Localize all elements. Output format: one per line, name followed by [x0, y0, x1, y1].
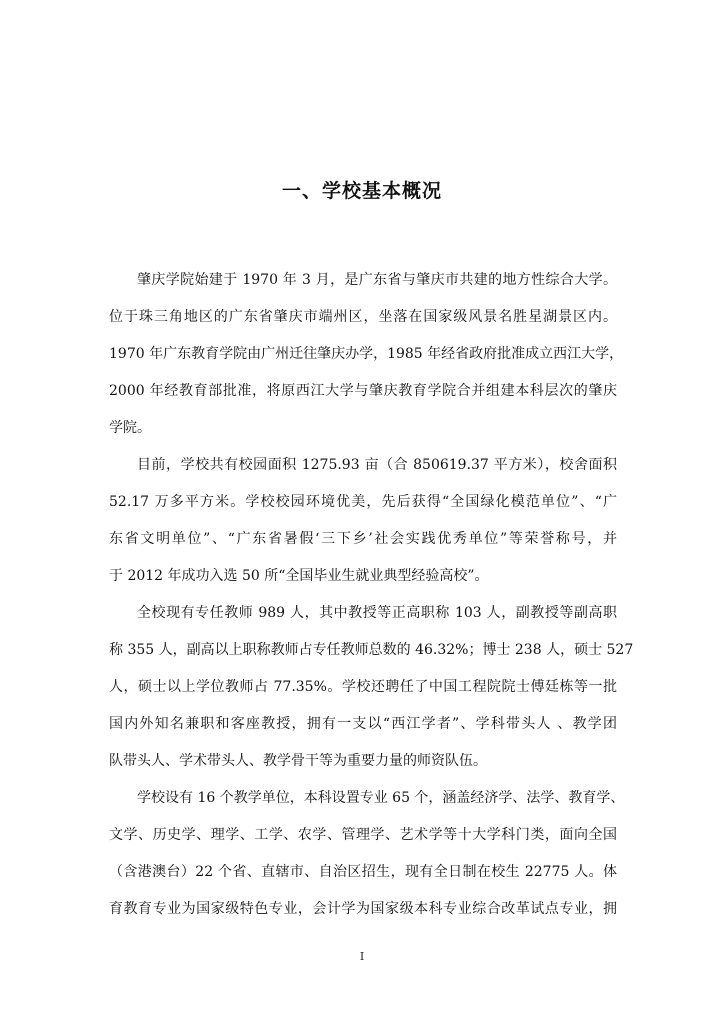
paragraph-3-line-1: 全校现有专任教师 989 人，其中教授等正高职称 103 人，副教授等副高职 [137, 605, 617, 621]
paragraph-1-line-5: 学院。 [109, 420, 151, 436]
paragraph-1-line-3: 1970 年广东教育学院由广州迁往肇庆办学，1985 年经省政府批准成立西江大学， [109, 346, 624, 362]
paragraph-2-line-2: 52.17 万多平方米。学校校园环境优美，先后获得“全国绿化模范单位”、“广 [109, 494, 617, 510]
section-title: 一、学校基本概况 [281, 180, 442, 202]
paragraph-1-line-1: 肇庆学院始建于 1970 年 3 月，是广东省与肇庆市共建的地方性综合大学。 [137, 272, 617, 288]
paragraph-4-line-1: 学校设有 16 个教学单位，本科设置专业 65 个，涵盖经济学、法学、教育学、 [137, 790, 625, 806]
paragraph-3-line-2: 称 355 人，副高以上职称教师占专任教师总数的 46.32%；博士 238 人，硕士 527 [109, 642, 634, 658]
paragraph-3-line-3: 人，硕士以上学位教师占 77.35%。学校还聘任了中国工程院院士傅廷栋等一批 [109, 679, 617, 695]
paragraph-2-line-3: 东省文明单位”、“广东省暑假‘三下乡’社会实践优秀单位”等荣誉称号，并 [109, 531, 617, 547]
paragraph-4-line-2: 文学、历史学、理学、工学、农学、管理学、艺术学等十大学科门类，面向全国 [109, 827, 617, 843]
paragraph-2-line-1: 目前，学校共有校园面积 1275.93 亩（合 850619.37 平方米），校舍面积 [137, 457, 617, 473]
paragraph-4-line-3: （含港澳台）22 个省、直辖市、自治区招生，现有全日制在校生 22775 人。体 [109, 864, 617, 880]
paragraph-3-line-5: 队带头人、学术带头人、教学骨干等为重要力量的师资队伍。 [109, 753, 487, 769]
paragraph-4-line-4: 育教育专业为国家级特色专业，会计学为国家级本科专业综合改革试点专业，拥 [109, 901, 617, 917]
paragraph-1-line-2: 位于珠三角地区的广东省肇庆市端州区，坐落在国家级风景名胜星湖景区内。 [109, 309, 617, 325]
paragraph-2-line-4: 于 2012 年成功入选 50 所“全国毕业生就业典型经验高校”。 [109, 568, 489, 584]
body-text [109, 262, 634, 928]
paragraph-1-line-4: 2000 年经教育部批准，将原西江大学与肇庆教育学院合并组建本科层次的肇庆 [109, 383, 617, 399]
page-number: I [359, 950, 365, 963]
paragraph-3-line-4: 国内外知名兼职和客座教授，拥有一支以“西江学者”、学科带头人 、教学团 [109, 716, 617, 732]
